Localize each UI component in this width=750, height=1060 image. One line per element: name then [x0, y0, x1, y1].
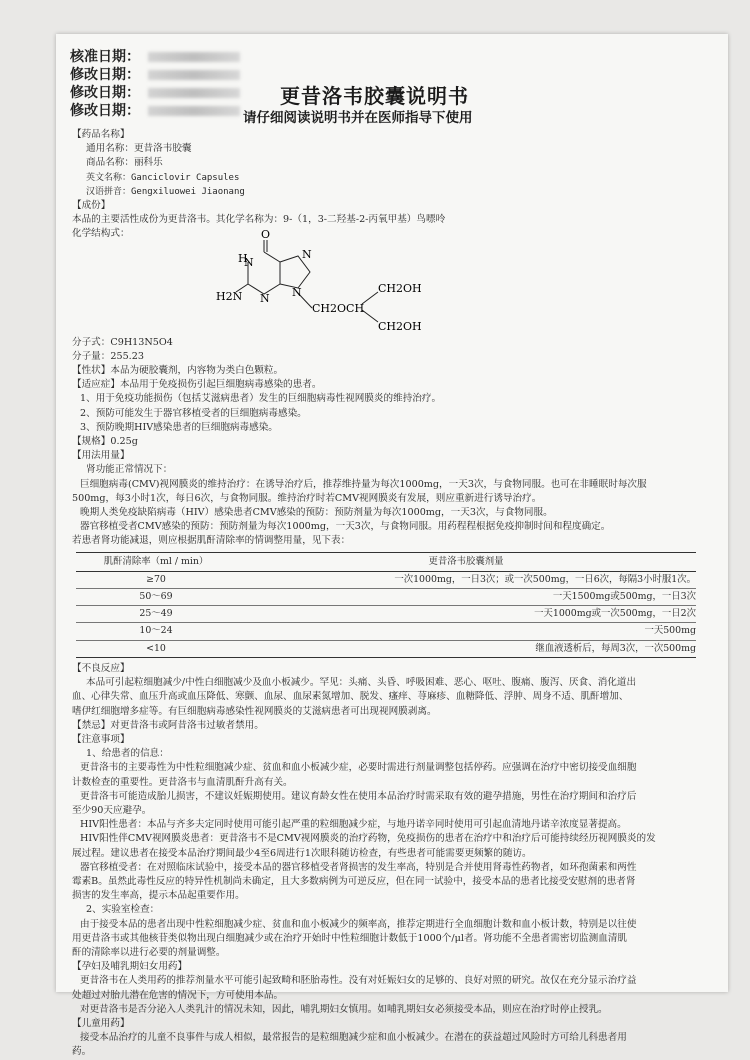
document-subtitle: 请仔细阅读说明书并在医师指导下使用 — [243, 110, 473, 126]
clearance-cell: 25～49 — [76, 606, 236, 623]
usage-line: 巨细胞病毒(CMV)视网膜炎的维持治疗：在诱导治疗后，推荐维持量为每次1000mg，一天3次，与食物同服。也可在非睡眠时每次服 — [80, 478, 647, 490]
precaution-line: 1、给患者的信息： — [86, 748, 169, 760]
ring-n7: N — [302, 247, 312, 261]
modified-date-label: 修改日期： — [70, 85, 140, 101]
usage-line: 500mg，每3小时1次，每日6次，与食物同服。维持治疗时若CMV视网膜炎有发展，则应重新进行诱导治疗。 — [72, 492, 542, 504]
precaution-line: 酐的清除率以进行必要的剂量调整。 — [72, 946, 226, 958]
ring-h: H — [238, 251, 248, 265]
contraindications-section: 【禁忌】对更昔洛韦或阿昔洛韦过敏者禁用。 — [72, 719, 264, 731]
renal-dose-table — [76, 552, 696, 658]
indication-item: 1、用于免疫功能损伤（包括艾滋病患者）发生的巨细胞病毒性视网膜炎的维持治疗。 — [80, 393, 442, 405]
dose-cell: 一天1500mg或500mg，一日3次 — [236, 589, 696, 606]
precaution-line: 2、实验室检查： — [86, 904, 160, 916]
molecular-weight: 分子量：255.23 — [72, 350, 144, 362]
approval-date-label: 核准日期： — [70, 49, 140, 65]
precaution-line: 器官移植受者：在对照临床试验中，接受本品的器官移植受者肾损害的发生率高，特别是合并使用肾毒性药物者，如环孢菌素和两性 — [80, 861, 637, 873]
modified-date-row — [70, 100, 240, 120]
table-header-dose: 更昔洛韦胶囊剂量 — [236, 552, 696, 571]
pregnancy-line: 处超过对胎儿潜在危害的情况下，方可使用本品。 — [72, 989, 284, 1001]
leaflet-body — [72, 128, 708, 1060]
precaution-line: 更昔洛韦的主要毒性为中性粒细胞减少症、贫血和血小板减少症，必要时需进行剂量调整包括停药。应强调在治疗中密切接受血细胞 — [80, 762, 637, 774]
table-header-clearance: 肌酐清除率（ml / min） — [76, 552, 236, 571]
dose-cell: 继血液透析后，每周3次，一次500mg — [236, 640, 696, 657]
children-heading: 【儿童用药】 — [72, 1017, 130, 1029]
children-line: 药。 — [72, 1046, 92, 1058]
document-title: 更昔洛韦胶囊说明书 — [280, 84, 469, 108]
adverse-line: 嗜伊红细胞增多症等。有巨细胞病毒感染性视网膜炎的艾滋病患者可出现视网膜剥离。 — [72, 705, 437, 717]
precaution-line: 损害的发生率高，提示本品起重要作用。 — [72, 890, 245, 902]
ring-n9: N — [292, 285, 302, 299]
ring-n3: N — [260, 291, 270, 305]
precaution-line: 更昔洛韦可能造成胎儿损害，不建议妊娠期使用。建议育龄女性在使用本品治疗时需采取有效的避孕措施，男性在治疗期间和治疗后 — [80, 790, 637, 802]
clearance-cell: 10～24 — [76, 623, 236, 640]
pregnancy-heading: 【孕妇及哺乳期妇女用药】 — [72, 961, 188, 973]
properties-section: 【性状】本品为硬胶囊剂，内容物为类白色颗粒。 — [72, 365, 284, 377]
usage-line: 晚期人类免疫缺陷病毒（HIV）感染患者CMV感染的预防：预防剂量为每次1000mg，一天3次，与食物同服。 — [80, 507, 553, 519]
usage-heading: 【用法用量】 — [72, 450, 130, 462]
precaution-line: 计数检查的重要性。更昔洛韦与血清肌酐升高有关。 — [72, 776, 293, 788]
redacted-date — [148, 106, 240, 116]
clearance-cell: <10 — [76, 640, 236, 657]
adverse-heading: 【不良反应】 — [72, 662, 130, 674]
composition-line: 本品的主要活性成份为更昔洛韦。其化学名称为：9-（1，3-二羟基-2-丙氧甲基）鸟嘌呤 — [72, 214, 446, 226]
table-row — [76, 623, 696, 640]
clearance-cell: 50～69 — [76, 589, 236, 606]
indication-item: 2、预防可能发生于器官移植受者的巨细胞病毒感染。 — [80, 407, 307, 419]
structure-diagram — [216, 227, 492, 334]
table-row — [76, 571, 696, 588]
precaution-line: 展过程。建议患者在接受本品治疗期间最少4至6周进行1次眼科随访检查，有些患者可能需要更频繁的随访。 — [72, 847, 532, 859]
lower-branch-bond — [362, 310, 378, 322]
trade-name: 商品名称：丽科乐 — [86, 157, 163, 169]
pinyin-name: 汉语拼音：Gengxiluowei Jiaonang — [86, 186, 245, 197]
modified-date-label: 修改日期： — [70, 67, 140, 83]
table-row — [76, 589, 696, 606]
modified-date-row — [70, 82, 240, 102]
indication-item: 3、预防晚期HIV感染患者的巨细胞病毒感染。 — [80, 421, 278, 433]
composition-heading: 【成份】 — [72, 200, 111, 212]
english-name: 英文名称：Ganciclovir Capsules — [86, 172, 240, 183]
structure-caption: 化学结构式： — [72, 228, 130, 240]
clearance-cell: ≥70 — [76, 571, 236, 588]
table-header-row — [76, 552, 696, 571]
carbonyl-oxygen: O — [261, 227, 271, 241]
drug-name-heading: 【药品名称】 — [72, 129, 130, 140]
ch2oh-bottom-label: CH2OH — [378, 319, 422, 333]
specification-section: 【规格】0.25g — [72, 436, 138, 448]
approval-date-row — [70, 46, 240, 66]
precaution-line: 用更昔洛韦或其他核苷类似物出现白细胞减少或在治疗开始时中性粒细胞计数低于1000个/μl者。肾功能不全患者需密切监测血清肌 — [72, 932, 628, 944]
children-line: 接受本品治疗的儿童不良事件与成人相似，最常报告的是粒细胞减少症和血小板减少。在潜在的获益超过风险时方可给儿科患者用 — [80, 1032, 627, 1044]
precaution-line: 由于接受本品的患者出现中性粒细胞减少症、贫血和血小板减少的频率高，推荐定期进行全血细胞计数和血小板计数，特别是以往使 — [80, 918, 637, 930]
amino-group: H2N — [216, 289, 243, 303]
dose-cell: 一次1000mg，一日3次；或一次500mg，一日6次，每隔3小时服1次。 — [236, 571, 696, 588]
modified-date-row — [70, 64, 240, 84]
precautions-heading: 【注意事项】 — [72, 733, 130, 745]
table-row — [76, 606, 696, 623]
table-row — [76, 640, 696, 657]
redacted-date — [148, 52, 240, 62]
dose-cell: 一天500mg — [236, 623, 696, 640]
usage-line: 肾功能正常情况下： — [86, 464, 173, 476]
adverse-line: 血、心律失常、血压升高或血压降低、寒颤、血尿、血尿素氮增加、脱发、瘙痒、荨麻疹、血糖降低、浮肿、周身不适、肌酐增加、 — [72, 691, 629, 703]
adverse-line: 本品可引起粒细胞减少/中性白细胞减少及血小板减少。罕见：头痛、头昏、呼吸困难、恶心、呕吐、腹痛、腹泻、厌食、消化道出 — [86, 677, 637, 689]
pregnancy-line: 对更昔洛韦是否分泌入人类乳汁的情况未知，因此，哺乳期妇女慎用。如哺乳期妇女必须接受本品，则应在治疗时停止授乳。 — [80, 1003, 608, 1015]
ring-n1: N — [244, 255, 254, 269]
precaution-line: HIV阳性患者：本品与齐多夫定同时使用可能引起严重的粒细胞减少症，与地丹诺辛同时使用可引起血清地丹诺辛浓度显著提高。 — [80, 819, 627, 831]
modified-date-label: 修改日期： — [70, 103, 140, 119]
molecular-formula: 分子式：C9H13N5O4 — [72, 336, 173, 348]
precaution-line: 霉素B。虽然此毒性反应的特异性机制尚未确定，且大多数病例为可逆反应，但在同一试验中，接受本品的患者比接受安慰剂的患者肾 — [72, 875, 636, 887]
upper-branch-bond — [362, 292, 378, 304]
precaution-line: 至少90天应避孕。 — [72, 804, 152, 816]
usage-line: 器官移植受者CMV感染的预防：预防剂量为每次1000mg，一天3次，与食物同服。用药程程根据免疫抑制时间和程度确定。 — [80, 521, 611, 533]
redacted-date — [148, 88, 240, 98]
precaution-line: HIV阳性伴CMV视网膜炎患者：更昔洛韦不是CMV视网膜炎的治疗药物，免疫损伤的患者在治疗中和治疗后可能持续经历视网膜炎的发 — [80, 833, 656, 845]
generic-name: 通用名称：更昔洛韦胶囊 — [86, 143, 192, 155]
usage-line: 若患者肾功能减退，则应根据肌酐清除率的情调整用量，见下表： — [72, 535, 351, 547]
ch2oh-top-label: CH2OH — [378, 281, 422, 295]
dose-cell: 一天1000mg或一次500mg，一日2次 — [236, 606, 696, 623]
indications-section: 【适应症】本品用于免疫损伤引起巨细胞病毒感染的患者。 — [72, 379, 322, 391]
redacted-date — [148, 70, 240, 80]
ch2och-label: CH2OCH — [312, 301, 365, 315]
pregnancy-line: 更昔洛韦在人类用药的推荐剂量水平可能引起致畸和胚胎毒性。没有对妊娠妇女的足够的、良好对照的研究。故仅在充分显示治疗益 — [80, 975, 637, 987]
